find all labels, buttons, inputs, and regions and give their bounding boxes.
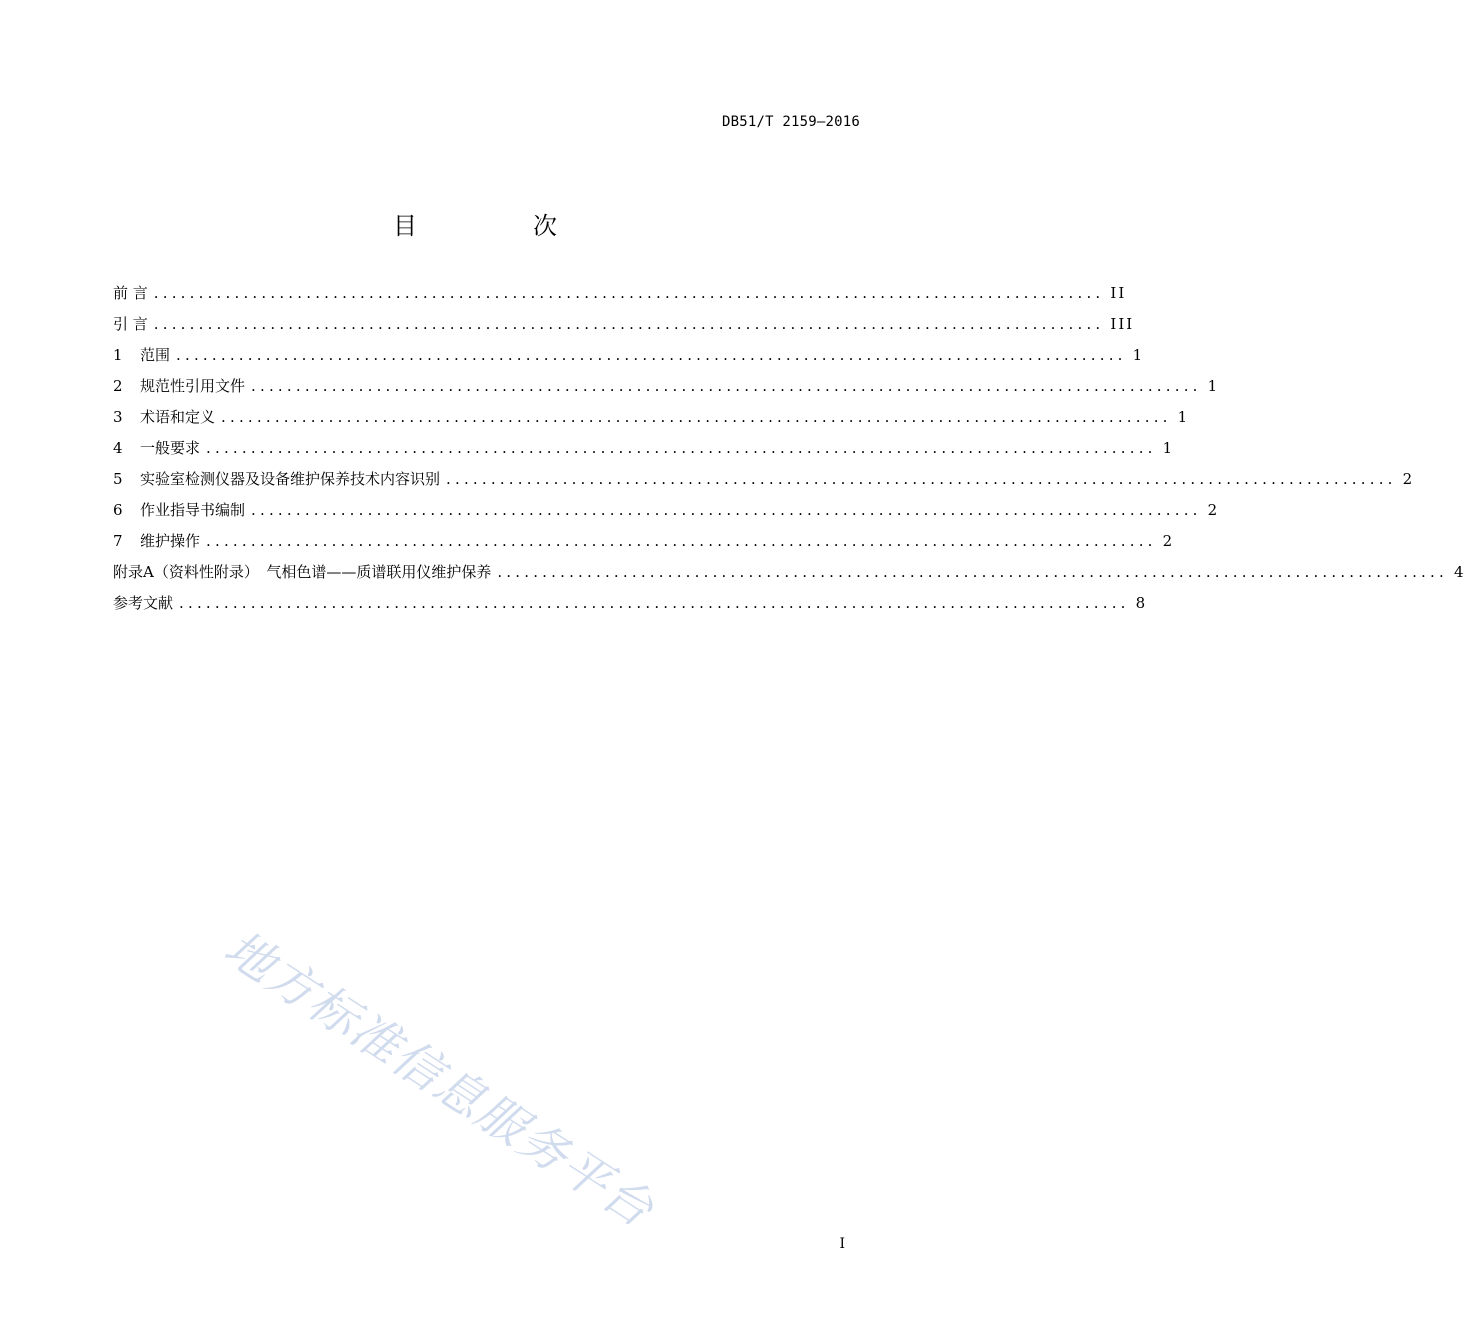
toc-label: 参考文献 (113, 594, 174, 612)
toc-label: 术语和定义 (140, 408, 216, 426)
toc-page: 1 (1132, 346, 1145, 364)
toc-leader: .......................................................................................................... (206, 439, 1157, 457)
toc-page: 1 (1177, 408, 1190, 426)
toc-page: 8 (1135, 594, 1148, 612)
toc-leader: .......................................................................................................... (153, 315, 1105, 333)
toc-label: 附录A（资料性附录） 气相色谱——质谱联用仪维护保养 (113, 563, 492, 581)
toc-leader: .......................................................................................................... (446, 470, 1397, 488)
standard-code: DB51/T 2159—2016 (721, 114, 860, 130)
toc-item-terms-definitions[interactable] (113, 406, 1190, 437)
toc-number: 4 (113, 439, 123, 457)
toc-page: 4 (1453, 563, 1466, 581)
toc-item-maintenance-operation[interactable] (113, 530, 1175, 561)
watermark: 地方标准信息服务平台 (214, 919, 665, 1240)
toc-item-identification[interactable] (113, 468, 1415, 499)
toc-page: 2 (1162, 532, 1175, 550)
toc-page: II (1110, 284, 1127, 302)
toc-leader: .......................................................................................................... (221, 408, 1172, 426)
toc-item-general-requirements[interactable] (113, 437, 1175, 468)
toc-number: 7 (113, 532, 123, 550)
toc-item-normative-references[interactable] (113, 375, 1220, 406)
toc-page: III (1110, 315, 1135, 333)
toc-item-appendix-a[interactable] (113, 561, 1466, 592)
toc-label: 作业指导书编制 (140, 501, 246, 519)
toc-page: 2 (1402, 470, 1415, 488)
toc-leader: .......................................................................................................... (497, 563, 1448, 581)
toc-label: 规范性引用文件 (140, 377, 246, 395)
table-of-contents (113, 282, 1466, 623)
toc-item-foreword[interactable] (113, 282, 1127, 313)
toc-item-bibliography[interactable] (113, 592, 1148, 623)
toc-page: 1 (1162, 439, 1175, 457)
toc-label: 维护操作 (140, 532, 201, 550)
toc-number: 5 (113, 470, 123, 488)
page-number: I (839, 1236, 845, 1252)
toc-leader: .......................................................................................................... (179, 594, 1130, 612)
toc-page: 2 (1207, 501, 1220, 519)
toc-leader: .......................................................................................................... (251, 377, 1202, 395)
toc-item-introduction[interactable] (113, 313, 1135, 344)
toc-number: 1 (113, 346, 123, 364)
toc-item-scope[interactable] (113, 344, 1145, 375)
toc-number: 3 (113, 408, 123, 426)
toc-item-work-instructions[interactable] (113, 499, 1220, 530)
toc-label: 引 言 (113, 315, 148, 333)
toc-leader: .......................................................................................................... (206, 532, 1157, 550)
toc-number: 2 (113, 377, 123, 395)
toc-page: 1 (1207, 377, 1220, 395)
toc-leader: .......................................................................................................... (251, 501, 1202, 519)
toc-leader: .......................................................................................................... (153, 284, 1105, 302)
toc-label: 范围 (140, 346, 171, 364)
toc-label: 实验室检测仪器及设备维护保养技术内容识别 (140, 470, 441, 488)
page-title: 目 次 (393, 212, 603, 240)
toc-leader: .......................................................................................................... (176, 346, 1127, 364)
toc-number: 6 (113, 501, 123, 519)
toc-label: 一般要求 (140, 439, 201, 457)
toc-label: 前 言 (113, 284, 148, 302)
